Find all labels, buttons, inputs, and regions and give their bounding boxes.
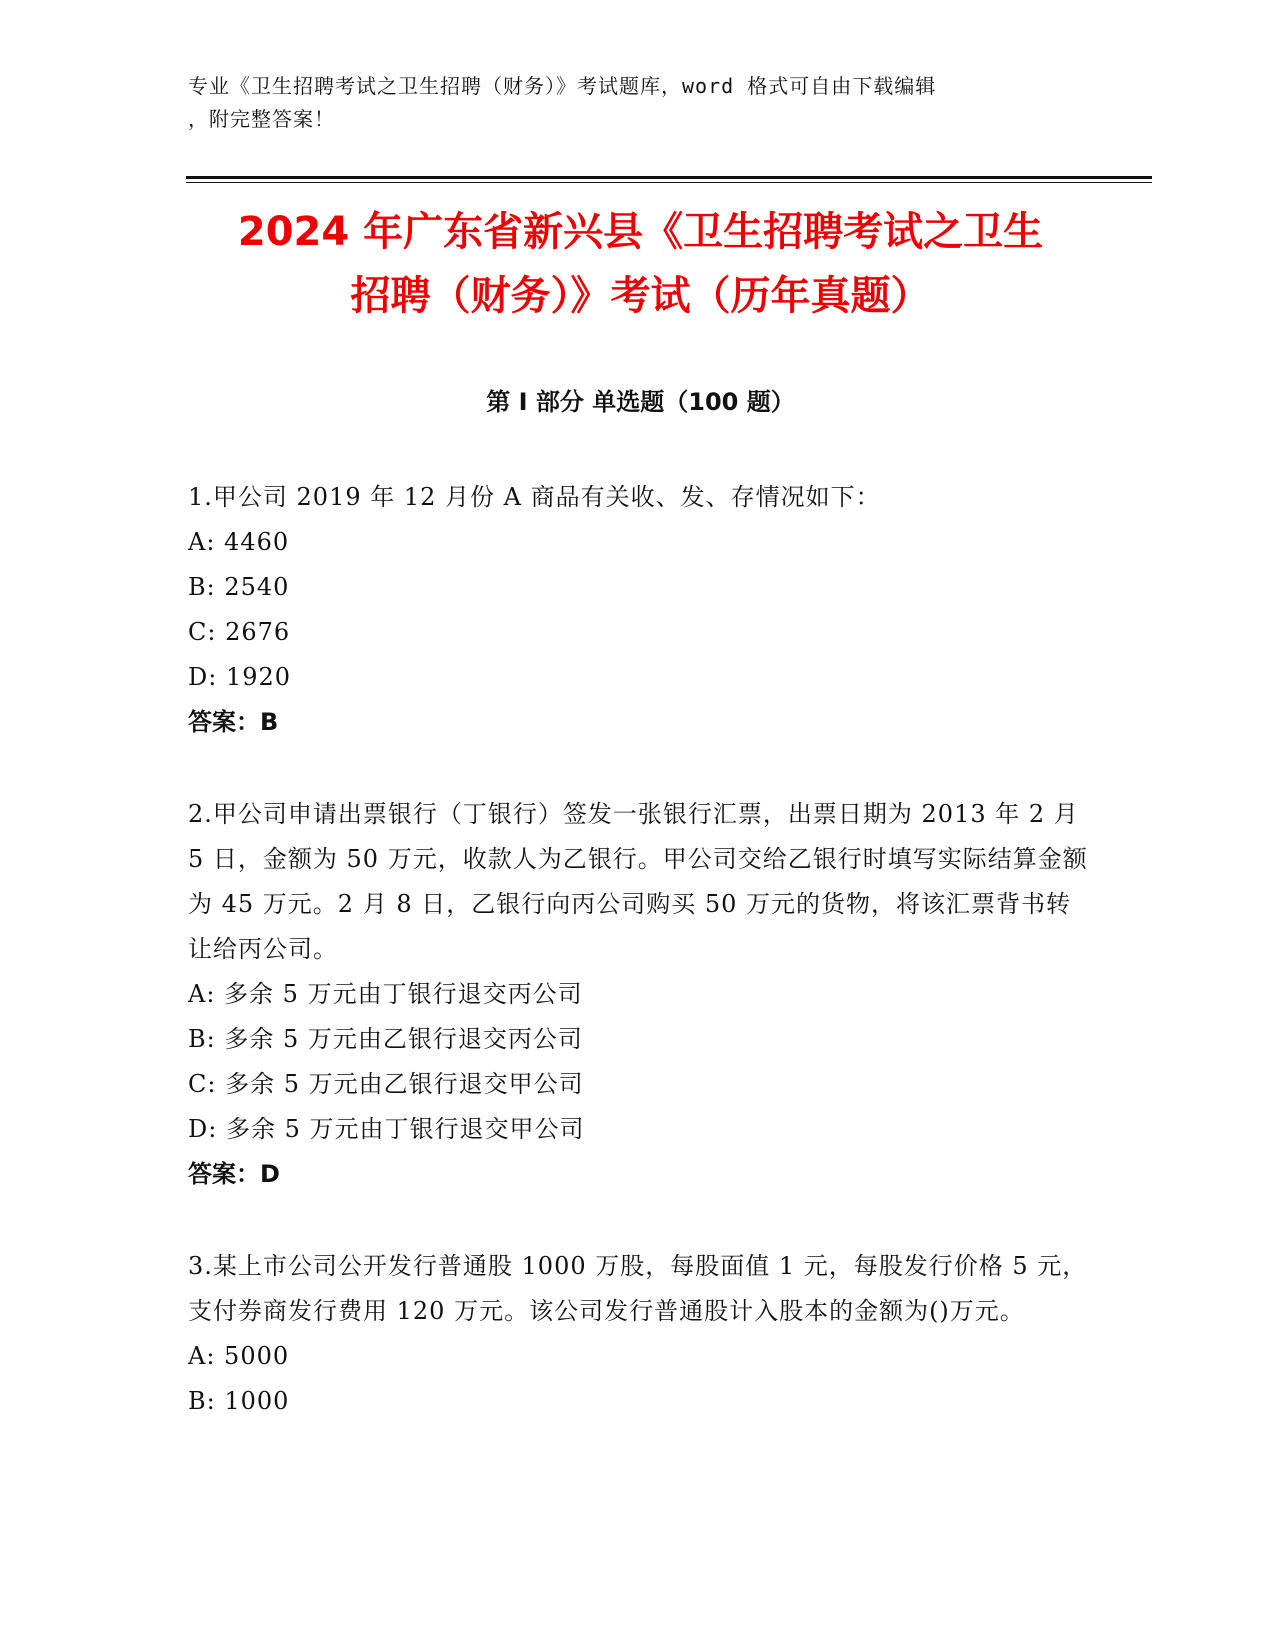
question-list [188,475,1088,1471]
option-c: C: 多余 5 万元由乙银行退交甲公司 [188,1070,584,1098]
section-title: 第 I 部分 单选题（100 题） [486,388,795,416]
question-stem: 2.甲公司申请出票银行（丁银行）签发一张银行汇票，出票日期为 2013 年 2 月 5 日，金额为 50 万元，收款人为乙银行。甲公司交给乙银行时填写实际结算金额为 45 万元。2 月 8 日，乙银行向丙公司购买 50 万元的货物，将该汇票背书转让给丙公司。 [188,800,1088,963]
option-b: B: 1000 [188,1387,290,1415]
header-rule-thin [186,182,1152,183]
option-d: D: 多余 5 万元由丁银行退交甲公司 [188,1115,585,1143]
header-note [188,70,1088,136]
header-rule-thick [186,176,1152,179]
option-a: A: 5000 [188,1342,290,1370]
question-stem: 3.某上市公司公开发行普通股 1000 万股，每股面值 1 元，每股发行价格 5 元，支付券商发行费用 120 万元。该公司发行普通股计入股本的金额为()万元。 [188,1252,1088,1325]
answer: 答案：B [188,708,279,736]
question-3 [188,1244,1088,1424]
question-1 [188,475,1088,745]
option-a: A: 多余 5 万元由丁银行退交丙公司 [188,980,583,1008]
document-title [188,200,1093,328]
option-b: B: 2540 [188,573,290,601]
question-2 [188,792,1088,1197]
document-title-line-1: 2024 年广东省新兴县《卫生招聘考试之卫生 [237,209,1044,255]
option-a: A: 4460 [188,528,290,556]
header-note-line-2: ，附完整答案！ [188,107,335,131]
question-stem: 1.甲公司 2019 年 12 月份 A 商品有关收、发、存情况如下： [188,483,881,511]
header-note-line-1: 专业《卫生招聘考试之卫生招聘（财务）》考试题库，word 格式可自由下载编辑 [188,74,937,98]
answer: 答案：D [188,1160,280,1188]
option-d: D: 1920 [188,663,292,691]
option-c: C: 2676 [188,618,291,646]
document-title-line-2: 招聘（财务）》考试（历年真题） [350,273,931,319]
option-b: B: 多余 5 万元由乙银行退交丙公司 [188,1025,583,1053]
